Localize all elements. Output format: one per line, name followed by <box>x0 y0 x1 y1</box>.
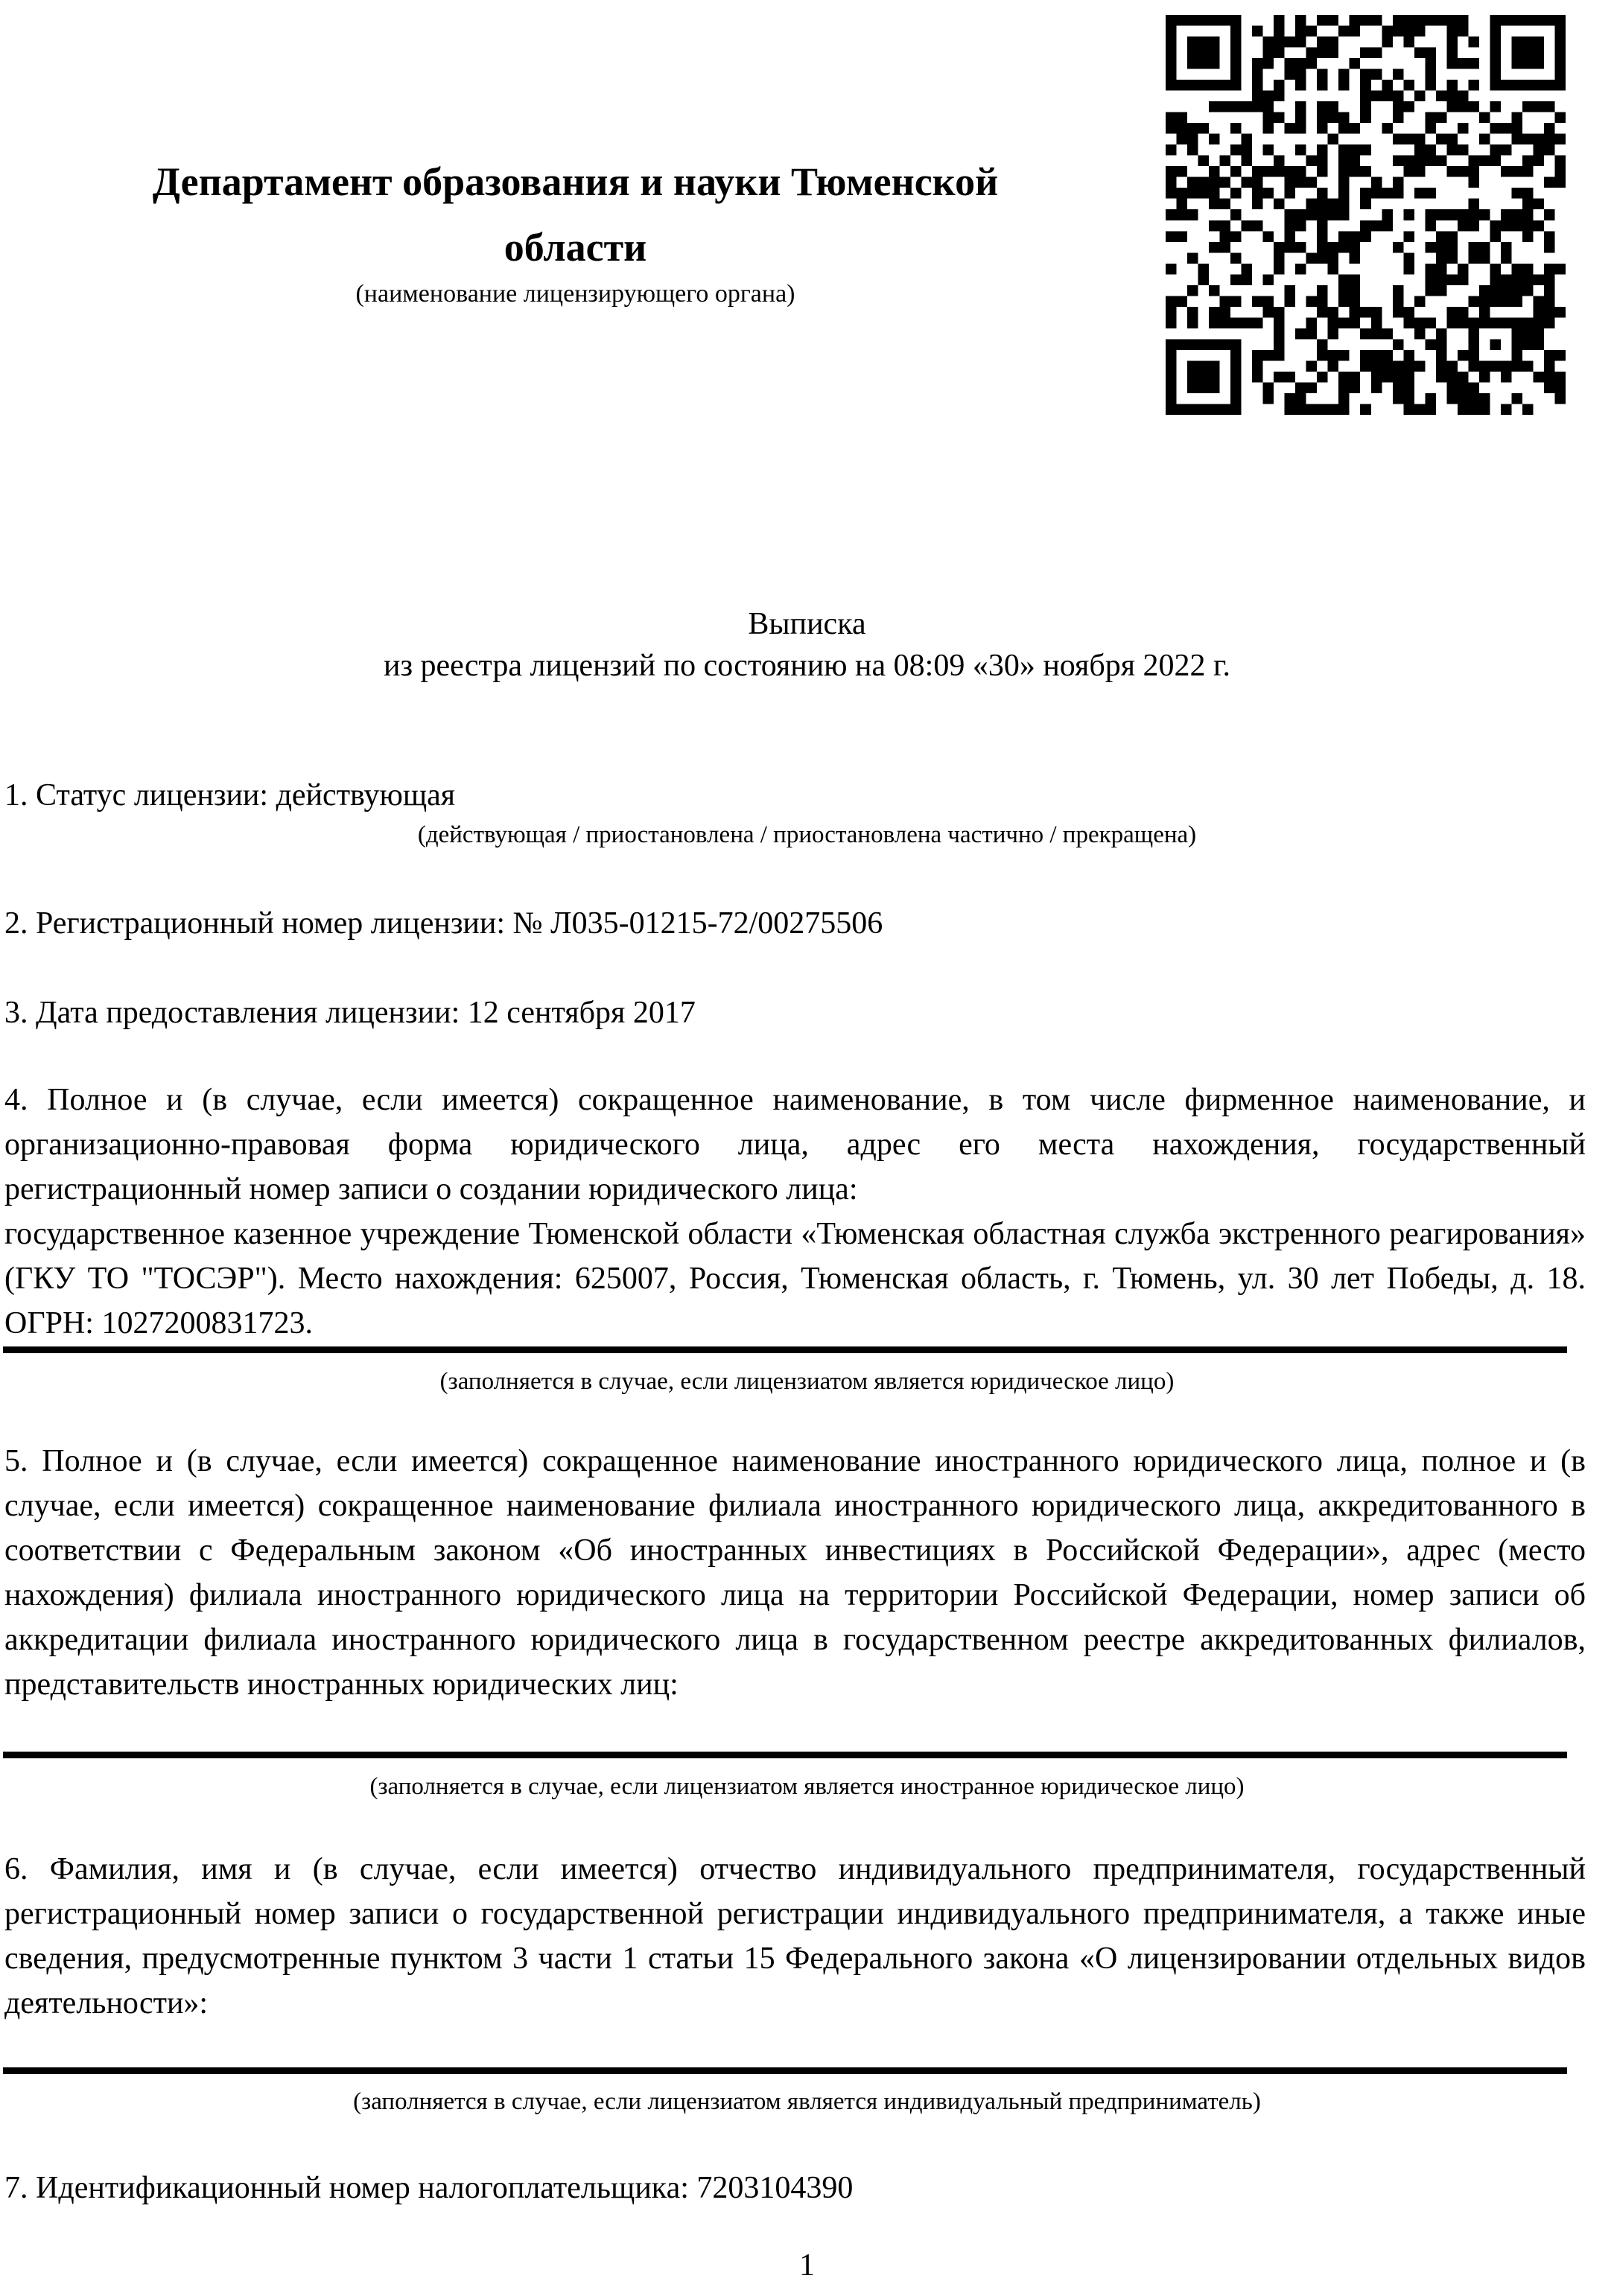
item-4-legal-entity-label: 4. Полное и (в случае, если имеется) сокращенное наименование, в том числе фирменное наименование, и организационно-правовая форма юридического лица, адрес его места нахождения, государственный регистрационный номер записи о создании юридического лица: <box>4 1083 1586 1206</box>
item-4-legal-entity-value: государственное казенное учреждение Тюменской области «Тюменская областная служба экстренного реагирования» (ГКУ ТО "ТОСЭР"). Место нахождения: 625007, Россия, Тюменская область, г. Тюмень, ул. 30 лет Победы, д. 18. ОГРН: 1027200831723. <box>4 1217 1586 1341</box>
item-2-registration-number: 2. Регистрационный номер лицензии: № Л035-01215-72/00275506 <box>4 906 883 941</box>
item-5-foreign-entity-label: 5. Полное и (в случае, если имеется) сокращенное наименование иностранного юридического лица, полное и (в случае, если имеется) сокращенное наименование филиала иностранного юридического лица, аккредитованного в соответствии с Федеральным законом «Об иностранных инвестициях в Российской Федерации», адрес (место нахождения) филиала иностранного юридического лица на территории Российской Федерации, номер записи об аккредитации филиала иностранного юридического лица в государственном реестре аккредитованных филиалов, представительств иностранных юридических лиц: <box>4 1444 1586 1702</box>
document-title-line2: из реестра лицензий по состоянию на 08:09 «30» ноября 2022 г. <box>383 649 1231 683</box>
item-4-legal-entity-block <box>4 1078 1586 1346</box>
licensing-authority-name: Департамент образования и науки Тюменской области <box>152 159 999 270</box>
horizontal-rule-legal-entity <box>3 1346 1567 1353</box>
item-1-license-status: 1. Статус лицензии: действующая <box>4 778 456 812</box>
item-3-license-grant-date: 3. Дата предоставления лицензии: 12 сентября 2017 <box>4 996 696 1030</box>
horizontal-rule-foreign-entity <box>3 1752 1567 1758</box>
item-5-fill-condition-caption: (заполняется в случае, если лицензиатом является иностранное юридическое лицо) <box>369 1773 1245 1800</box>
qr-code-icon <box>1166 15 1566 415</box>
document-title-line1: Выписка <box>748 607 866 641</box>
item-4-fill-condition-caption: (заполняется в случае, если лицензиатом является юридическое лицо) <box>439 1368 1175 1395</box>
item-5-foreign-entity-block <box>4 1439 1586 1707</box>
item-7-taxpayer-id: 7. Идентификационный номер налогоплательщика: 7203104390 <box>4 2171 854 2205</box>
page-number: 1 <box>799 2248 815 2283</box>
item-6-entrepreneur-block <box>4 1847 1586 2026</box>
licensing-authority-caption: (наименование лицензирующего органа) <box>355 280 795 308</box>
qr-code-image <box>1166 15 1566 415</box>
item-1-status-options-caption: (действующая / приостановлена / приостановлена частично / прекращена) <box>417 821 1197 848</box>
item-6-entrepreneur-label: 6. Фамилия, имя и (в случае, если имеется) отчество индивидуального предпринимателя, государственный регистрационный номер записи о государственной регистрации индивидуального предпринимателя, а также иные сведения, предусмотренные пунктом 3 части 1 статьи 15 Федерального закона «О лицензировании отдельных видов деятельности»: <box>4 1852 1586 2020</box>
document-title <box>0 603 1614 687</box>
horizontal-rule-entrepreneur <box>3 2067 1567 2074</box>
item-6-fill-condition-caption: (заполняется в случае, если лицензиатом является индивидуальный предприниматель) <box>353 2088 1261 2115</box>
licensing-authority-block <box>0 149 1151 280</box>
